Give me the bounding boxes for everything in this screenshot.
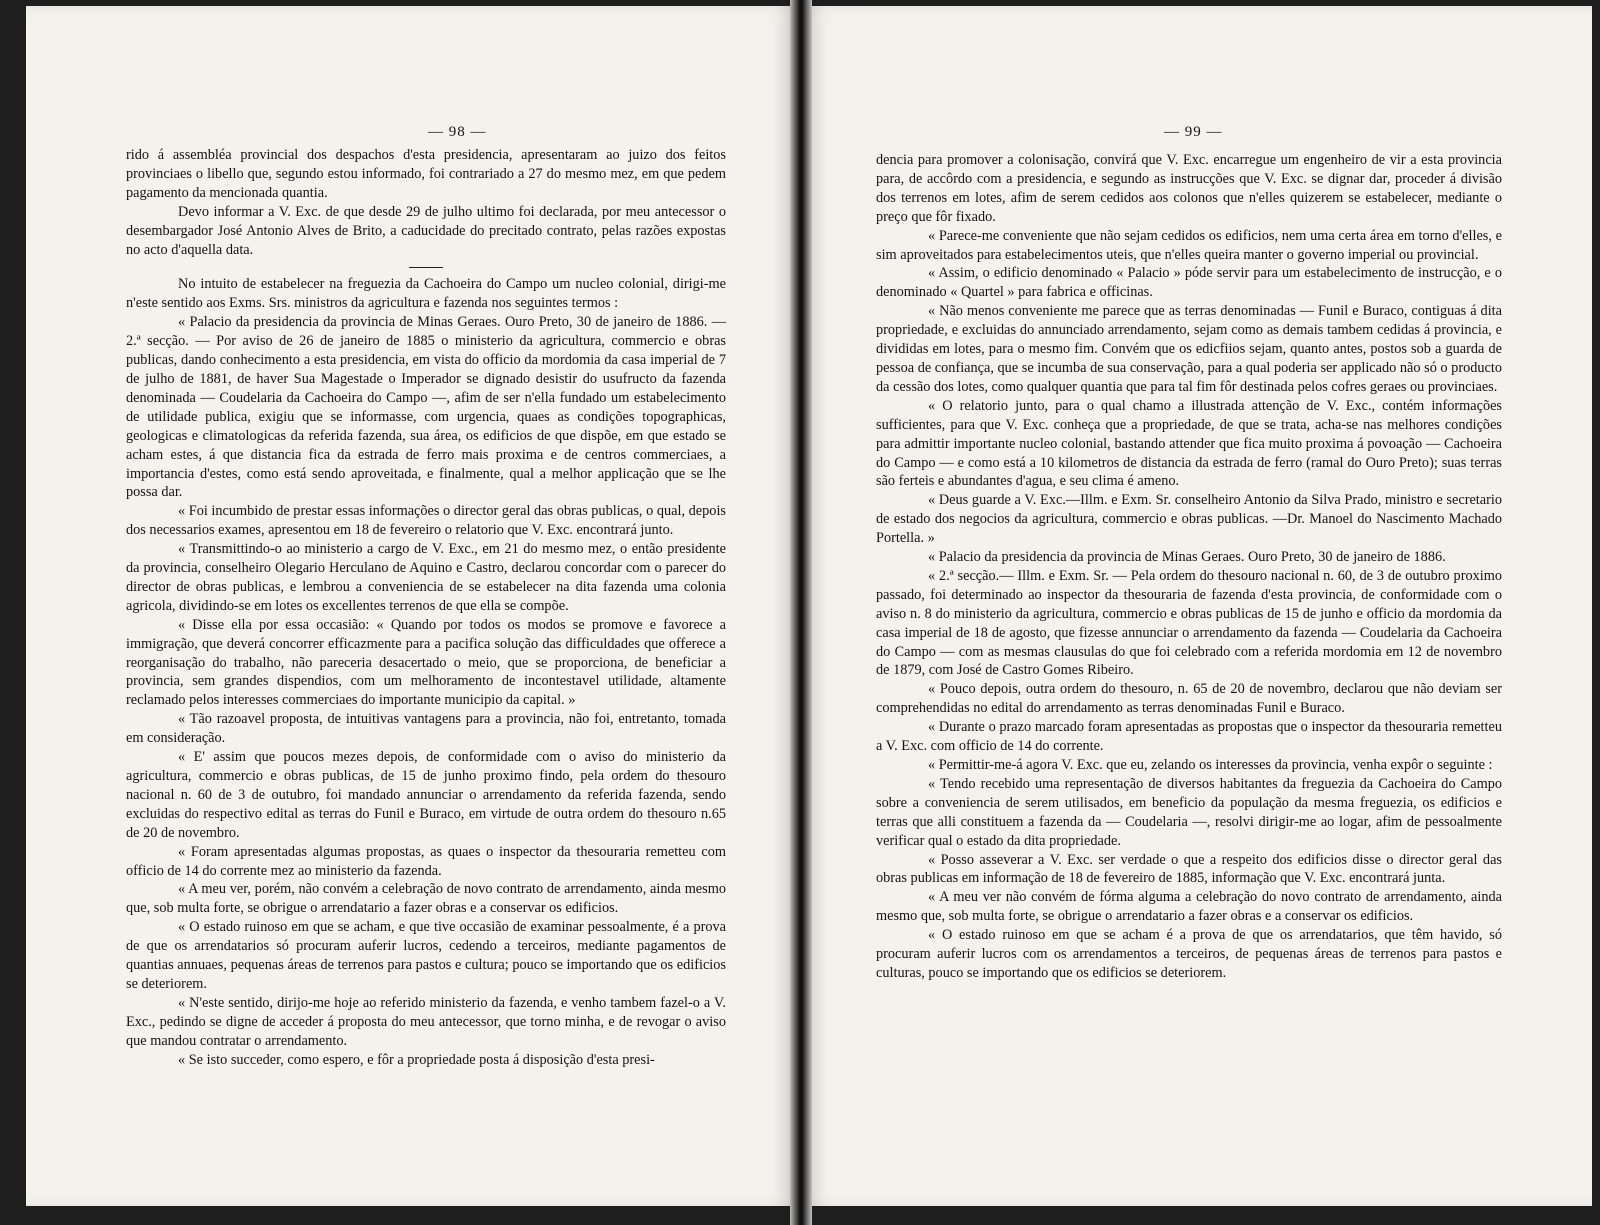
paragraph: « Transmittindo-o ao ministerio a cargo de V. Exc., em 21 do mesmo mez, o então presidente da provincia, conselheiro Olegario Herculano de Aquino e Castro, declarou concordar com o parecer do director de obras publicas, e lembrou a conveniencia de se estabelecer na dita fazenda uma colonia agricola, dividindo-se em lotes os excellentes terrenos de que ella se compõe. — [126, 541, 726, 614]
paragraph: dencia para promover a colonisação, convirá que V. Exc. encarregue um engenheiro de vir a esta provincia para, de accôrdo com a presidencia, e segundo as instrucções que V. Exc. se dignar dar, proceder á divisão dos terrenos em lotes, afim de serem cedidos aos colonos que n'elles quizerem se estabelecer, mediante o preço que fôr fixado. — [876, 152, 1502, 225]
paragraph: « A meu ver, porém, não convém a celebração de novo contrato de arrendamento, ainda mesmo que, sob multa forte, se obrigue o arrendatario a fazer obras e a conservar os edificios. — [126, 881, 726, 917]
paragraph: No intuito de estabelecer na freguezia da Cachoeira do Campo um nucleo colonial, dirigi-me n'este sentido aos Exms. Srs. ministros da agricultura e fazenda nos seguintes termos : — [126, 276, 726, 312]
paragraph: « Disse ella por essa occasião: « Quando por todos os modos se promove e favorece a immigração, que deverá concorrer efficazmente para a pacifica solução das difficuldades que offerece a reorganisação do trabalho, não pareceria desacertado o meio, que se proporciona, de beneficiar a provincia, sem grandes dispendios, com um melhoramento de incontestavel utilidade, altamente reclamado pelos interesses commerciaes do importante municipio da capital. » — [126, 616, 726, 709]
paragraph: « Palacio da presidencia da provincia de Minas Geraes. Ouro Preto, 30 de janeiro de 1886. —2.ª secção. — Por aviso de 26 de janeiro de 1885 o ministerio da agricultura, commercio e obras publicas, dando conhecimento a esta presidencia, em vista do officio da mordomia da casa imperial de 7 de julho de 1881, de haver Sua Magestade o Imperador se dignado desistir do usufructo da fazenda denominada — Coudelaria da Cachoeira do Campo —, afim de ser n'ella fundado um estabelecimento de utilidade publica, exigiu que se informasse, com urgencia, quaes as condições topographicas, geologicas e climatologicas da referida fazenda, sua área, os edificios de que dispõe, em que estado se acham estes, á que distancia fica da estrada de ferro mais proxima e de centros commerciaes, a importancia d'estes, como está sendo aproveitada, e finalmente, qual a melhor applicação que se lhe possa dar. — [126, 314, 726, 501]
paragraph: « Durante o prazo marcado foram apresentadas as propostas que o inspector da thesouraria remetteu a V. Exc. com officio de 14 do corrente. — [876, 719, 1502, 755]
paragraph: « Pouco depois, outra ordem do thesouro, n. 65 de 20 de novembro, declarou que não deviam ser comprehendidas no edital do arrendamento as terras denominadas Funil e Buraco. — [876, 681, 1502, 717]
paragraph: « Deus guarde a V. Exc.—Illm. e Exm. Sr. conselheiro Antonio da Silva Prado, ministro e secretario de estado dos negocios da agricultura, commercio e obras publicas. —Dr. Manoel do Nascimento Machado Portella. » — [876, 492, 1502, 547]
paragraph: « Posso asseverar a V. Exc. ser verdade o que a respeito dos edificios disse o director geral das obras publicas em informação de 18 de fevereiro de 1885, informação que V. Exc. encontrará junta. — [876, 851, 1502, 887]
section-divider — [409, 267, 443, 268]
left-page — [26, 6, 798, 1206]
paragraph: « Permittir-me-á agora V. Exc. que eu, zelando os interesses da provincia, venha expôr o seguinte : — [928, 757, 1493, 773]
paragraph: « N'este sentido, dirijo-me hoje ao referido ministerio da fazenda, e venho tambem fazel-o a V. Exc., pedindo se digne de acceder á proposta do meu antecessor, que torno minha, e de revogar o aviso que mandou contratar o arrendamento. — [126, 994, 726, 1049]
paragraph: « Tão razoavel proposta, de intuitivas vantagens para a provincia, não foi, entretanto, tomada em consideração. — [126, 711, 726, 747]
book-gutter — [790, 0, 812, 1225]
right-page — [802, 6, 1592, 1206]
paragraph: « Parece-me conveniente que não sejam cedidos os edificios, nem uma certa área em torno d'elles, e sim aproveitados para estabelecimentos uteis, que n'elles queira manter o governo imperial ou provincial. — [876, 227, 1502, 263]
paragraph: « Não menos conveniente me parece que as terras denominadas — Funil e Buraco, contiguas á dita propriedade, e excluidas do annunciado arrendamento, sejam como as demais tambem cedidas á provincia, e divididas em lotes, para o mesmo fim. Convém que os edicfiios sejam, quanto antes, postos sob a guarda de pessoa de confiança, que se incumba de sua conservação, para a qual poderia ser applicado não só o producto da cessão dos lotes, como qualquer quantia que para tal fim fôr destinada pelos cofres geraes ou provinciaes. — [876, 303, 1502, 395]
paragraph: rido á assembléa provincial dos despachos d'esta presidencia, apresentaram ao juizo dos feitos provinciaes o libello que, segundo estou informado, foi contrariado a 27 do mesmo mez, em que pedem pagamento da mencionada quantia. — [126, 147, 726, 201]
paragraph: « Foi incumbido de prestar essas informações o director geral das obras publicas, o qual, depois dos necessarios exames, apresentou em 18 de fevereiro o relatorio que V. Exc. encontrará junto. — [126, 503, 726, 539]
page-number: — 99 — — [1164, 124, 1223, 140]
paragraph: « Tendo recebido uma representação de diversos habitantes da freguezia da Cachoeira do Campo sobre a conveniencia de serem utilisados, em beneficio da população da mesma freguezia, os edificios e terras que alli constituem a fazenda da — Coudelaria —, resolvi dirigir-me ao logar, afim de pessoalmente verificar qual o estado da dita propriedade. — [876, 775, 1502, 849]
text-section-before-rule — [126, 146, 726, 259]
page-number: — 98 — — [428, 124, 487, 140]
paragraph: « O estado ruinoso em que se acham é a prova de que os arrendatarios, que têm havido, só procuram auferir lucros com os arrendamentos a terceiros, de pequenas áreas de terrenos para pastos e culturas, pouco se importando que os edificios se deteriorem. — [876, 927, 1502, 981]
paragraph: « E' assim que poucos mezes depois, de conformidade com o aviso do ministerio da agricultura, commercio e obras publicas, de 15 de junho proximo findo, pela ordem do thesouro nacional n. 60 de 3 de outubro, foi mandado annunciar o arrendamento da referida fazenda, sendo excluidas do respectivo edital as terras do Funil e Buraco, em virtude de outra ordem do thesouro n.65 de 20 de novembro. — [126, 749, 726, 841]
paragraph: « O estado ruinoso em que se acham, e que tive occasião de examinar pessoalmente, é a prova de que os arrendatarios só procuram auferir lucros, cedendo a terceiros, mediante pagamentos de quantias annuaes, pequenas áreas de terrenos para pastos e cultura; pouco se importando que os edificios se deteriorem. — [126, 919, 726, 992]
paragraph: Devo informar a V. Exc. de que desde 29 de julho ultimo foi declarada, por meu antecessor o desembargador José Antonio Alves de Brito, a caducidade do precitado contrato, pelas razões expostas no acto d'aquella data. — [126, 203, 726, 258]
paragraph: « A meu ver não convém de fórma alguma a celebração do novo contrato de arrendamento, ainda mesmo que, sob multa forte, se obrigue o arrendatario a fazer obras e a conservar os edificios. — [876, 889, 1502, 925]
page-text — [876, 151, 1502, 983]
paragraph: « O relatorio junto, para o qual chamo a illustrada attenção de V. Exc., contém informações sufficientes, para que V. Exc. conheça que a propriedade, de que se trata, acha-se nas melhores condições para admittir importante nucleo colonial, bastando attender que fica muito proxima á povoação — Cachoeira do Campo — e como está a 10 kilometros de distancia da estrada de ferro (ramal do Ouro Preto); suas terras são ferteis e abundantes d'agua, e seu clima é ameno. — [876, 397, 1502, 490]
text-section-after-rule — [126, 275, 726, 1069]
paragraph: « Foram apresentadas algumas propostas, as quaes o inspector da thesouraria remetteu com officio de 14 do corrente mez ao ministerio da fazenda. — [126, 843, 726, 879]
paragraph: « 2.ª secção.— Illm. e Exm. Sr. — Pela ordem do thesouro nacional n. 60, de 3 de outubro proximo passado, foi determinado ao inspector da thesouraria de fazenda d'esta provincia, de conformidade com o aviso n. 8 do ministerio da agricultura, commercio e obras publicas de 15 de junho e officio da mordomia da casa imperial de 18 de agosto, que fizesse annunciar o arrendamento da fazenda — Coudelaria da Cachoeira do Campo — com as mesmas clausulas do que foi celebrado com a referida mordomia em 12 de novembro de 1879, com José de Castro Gomes Ribeiro. — [876, 567, 1502, 679]
paragraph: « Assim, o edificio denominado « Palacio » póde servir para um estabelecimento de instrucção, e o denominado « Quartel » para fabrica e officinas. — [876, 265, 1502, 301]
paragraph: « Palacio da presidencia da provincia de Minas Geraes. Ouro Preto, 30 de janeiro de 1886. — [928, 549, 1446, 566]
paragraph: « Se isto succeder, como espero, e fôr a propriedade posta á disposição d'esta presi- — [178, 1051, 655, 1068]
page-text — [126, 146, 726, 1070]
